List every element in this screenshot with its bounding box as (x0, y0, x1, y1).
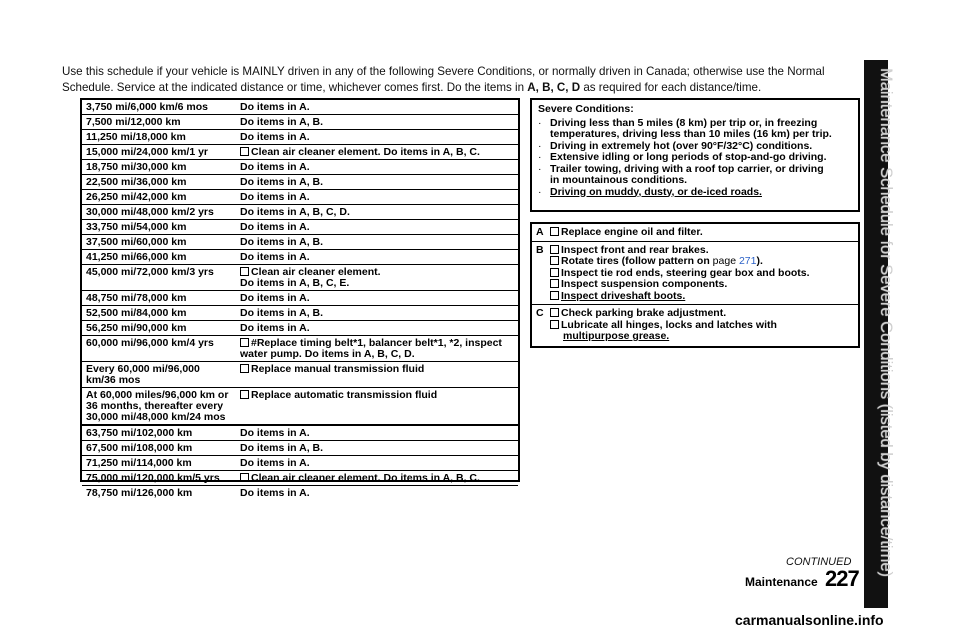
table-row (82, 336, 518, 362)
checkbox-icon (550, 308, 559, 317)
severe-condition-item: · Driving in extremely hot (over 90°F/32°C) conditions. (538, 139, 813, 152)
code-letter-b: B (536, 243, 544, 256)
checkbox-icon (550, 291, 559, 300)
action-cell: Do items in A. (240, 457, 310, 469)
code-item: Inspect driveshaft boots. (550, 291, 854, 303)
distance-cell: 37,500 mi/60,000 km (86, 236, 187, 248)
table-row (82, 486, 518, 500)
code-letter-a: A (536, 226, 544, 238)
code-group-a (532, 224, 858, 242)
checkbox-icon (550, 256, 559, 265)
distance-cell: 11,250 mi/18,000 km (86, 131, 186, 143)
distance-cell: 52,500 mi/84,000 km (86, 307, 187, 319)
code-group-b (532, 242, 858, 306)
table-row (82, 235, 518, 250)
action-cell: Do items in A. (240, 322, 310, 334)
checkbox-icon (240, 364, 249, 373)
table-row (82, 175, 518, 190)
bullet-icon: · (538, 139, 542, 152)
table-row (82, 306, 518, 321)
code-item: Check parking brake adjustment. (550, 308, 854, 320)
checkbox-icon (240, 338, 249, 347)
table-row (82, 100, 518, 115)
severe-conditions-title: Severe Conditions: (538, 103, 634, 115)
code-group-c (532, 305, 858, 345)
code-item: Inspect suspension components. (550, 279, 854, 291)
table-row (82, 205, 518, 220)
checkbox-icon (550, 279, 559, 288)
distance-cell: 71,250 mi/114,000 km (86, 457, 192, 469)
watermark: carmanualsonline.info (735, 612, 884, 628)
table-row (82, 250, 518, 265)
action-cell: Clean air cleaner element. Do items in A, B, C. (238, 471, 518, 485)
action-cell: Do items in A. (240, 131, 310, 143)
intro-paragraph: Use this schedule if your vehicle is MAINLY driven in any of the following Severe Conditions, or normally driven in Canada; otherwise use the Normal Schedule. Service at the indicated distance or time, whichever comes first. Do the items in A, B, C, D as required for each distance/time. (62, 65, 825, 94)
distance-cell: 78,750 mi/126,000 km (86, 487, 193, 499)
checkbox-icon (240, 147, 249, 156)
action-cell: Do items in A, B, C, D. (240, 206, 350, 218)
distance-cell: 41,250 mi/66,000 km (86, 251, 187, 263)
code-item: Inspect front and rear brakes. (550, 245, 854, 257)
section-name: Maintenance (745, 575, 818, 589)
action-cell: #Replace timing belt*1, balancer belt*1, *2, inspect water pump. Do items in A, B, C, D. (240, 337, 502, 360)
table-row (82, 471, 518, 486)
action-cell: Do items in A, B. (240, 116, 324, 128)
severe-conditions-box (530, 98, 860, 212)
distance-cell: 22,500 mi/36,000 km (86, 176, 187, 188)
table-row (82, 362, 518, 388)
table-row (82, 130, 518, 145)
page-number: 227 (825, 566, 859, 591)
distance-cell: 18,750 mi/30,000 km (86, 161, 187, 173)
table-row (82, 291, 518, 306)
checkbox-icon (240, 267, 249, 276)
distance-cell: 67,500 mi/108,000 km (86, 442, 193, 454)
severe-condition-item: · Trailer towing, driving with a roof top carrier, or driving in mountainous conditions. (538, 162, 824, 186)
code-item: multipurpose grease. (563, 330, 670, 342)
table-row (82, 456, 518, 471)
table-row (82, 321, 518, 336)
action-cell: Do items in A. (240, 251, 310, 263)
table-row (82, 388, 518, 426)
checkbox-icon (240, 473, 249, 482)
checkbox-icon (550, 227, 559, 236)
distance-cell: 63,750 mi/102,000 km (86, 427, 193, 439)
table-row (82, 160, 518, 175)
action-cell: Replace automatic transmission fluid (238, 388, 518, 424)
distance-cell: 48,750 mi/78,000 km (86, 292, 187, 304)
severe-condition-item: · Driving less than 5 miles (8 km) per trip or, in freezing temperatures, driving less than 10 miles (16 km) per trip. (538, 116, 832, 140)
action-cell: Do items in A, B. (240, 307, 324, 319)
action-cell: Do items in A. (240, 221, 310, 233)
bullet-icon: · (538, 151, 542, 163)
service-codes-box (530, 222, 860, 348)
distance-cell: 26,250 mi/42,000 km (86, 191, 187, 203)
action-cell: Do items in A, B. (240, 442, 324, 454)
action-cell: Do items in A. (240, 191, 310, 203)
severe-condition-item: · Extensive idling or long periods of stop-and-go driving. (538, 151, 827, 163)
action-cell: Do items in A, B. (240, 176, 324, 188)
table-row (82, 426, 518, 441)
continued-label: CONTINUED (786, 556, 852, 568)
code-item-rotate: Rotate tires (follow pattern on page 271). (550, 256, 854, 268)
code-item: Replace engine oil and filter. (550, 227, 854, 239)
checkbox-icon (550, 268, 559, 277)
bullet-icon: · (538, 185, 542, 198)
code-item: Lubricate all hinges, locks and latches with (550, 320, 854, 332)
action-cell: Do items in A, B. (240, 236, 324, 248)
action-cell: Do items in A. (240, 292, 310, 304)
maintenance-schedule-table (80, 98, 520, 499)
action-cell: Do items in A. (240, 427, 310, 439)
code-letter-c: C (536, 307, 544, 319)
table-row (82, 115, 518, 130)
table-row (82, 265, 518, 291)
table-row (82, 190, 518, 205)
table-row (82, 220, 518, 235)
action-cell: Do items in A. (240, 101, 310, 113)
action-cell: Replace manual transmission fluid (238, 362, 518, 387)
distance-cell: 30,000 mi/48,000 km/2 yrs (86, 206, 214, 218)
action-cell: Do items in A. (240, 161, 310, 173)
distance-cell: 45,000 mi/72,000 km/3 yrs (86, 266, 214, 278)
sidebar-title: Maintenance Schedule for Severe Conditions (listed by distance/time) (877, 68, 895, 578)
page-link[interactable]: 271 (738, 255, 757, 267)
distance-cell: 15,000 mi/24,000 km/1 yr (86, 146, 209, 158)
distance-cell: 60,000 mi/96,000 km/4 yrs (86, 337, 214, 349)
distance-cell: At 60,000 miles/96,000 km or 36 months, thereafter every 30,000 mi/48,000 km/24 mos (86, 389, 229, 423)
distance-cell: 75,000 mi/120,000 km/5 yrs (86, 472, 220, 484)
code-item: Inspect tie rod ends, steering gear box and boots. (550, 268, 854, 280)
action-cell: Clean air cleaner element. Do items in A, B, C. (238, 145, 518, 159)
action-cell: Clean air cleaner element. Do items in A, B, C, E. (240, 266, 381, 289)
distance-cell: 7,500 mi/12,000 km (86, 116, 181, 128)
distance-cell: 33,750 mi/54,000 km (86, 221, 187, 233)
action-cell: Do items in A. (240, 487, 310, 499)
bullet-icon: · (538, 162, 542, 175)
table-row (82, 441, 518, 456)
distance-cell: Every 60,000 mi/96,000 km/36 mos (86, 363, 200, 386)
checkbox-icon (550, 320, 559, 329)
checkbox-icon (240, 390, 249, 399)
severe-condition-item: · Driving on muddy, dusty, or de-iced roads. (538, 185, 762, 198)
distance-cell: 3,750 mi/6,000 km/6 mos (86, 101, 208, 113)
bullet-icon: · (538, 116, 542, 129)
table-row (82, 145, 518, 160)
distance-cell: 56,250 mi/90,000 km (86, 322, 187, 334)
checkbox-icon (550, 245, 559, 254)
